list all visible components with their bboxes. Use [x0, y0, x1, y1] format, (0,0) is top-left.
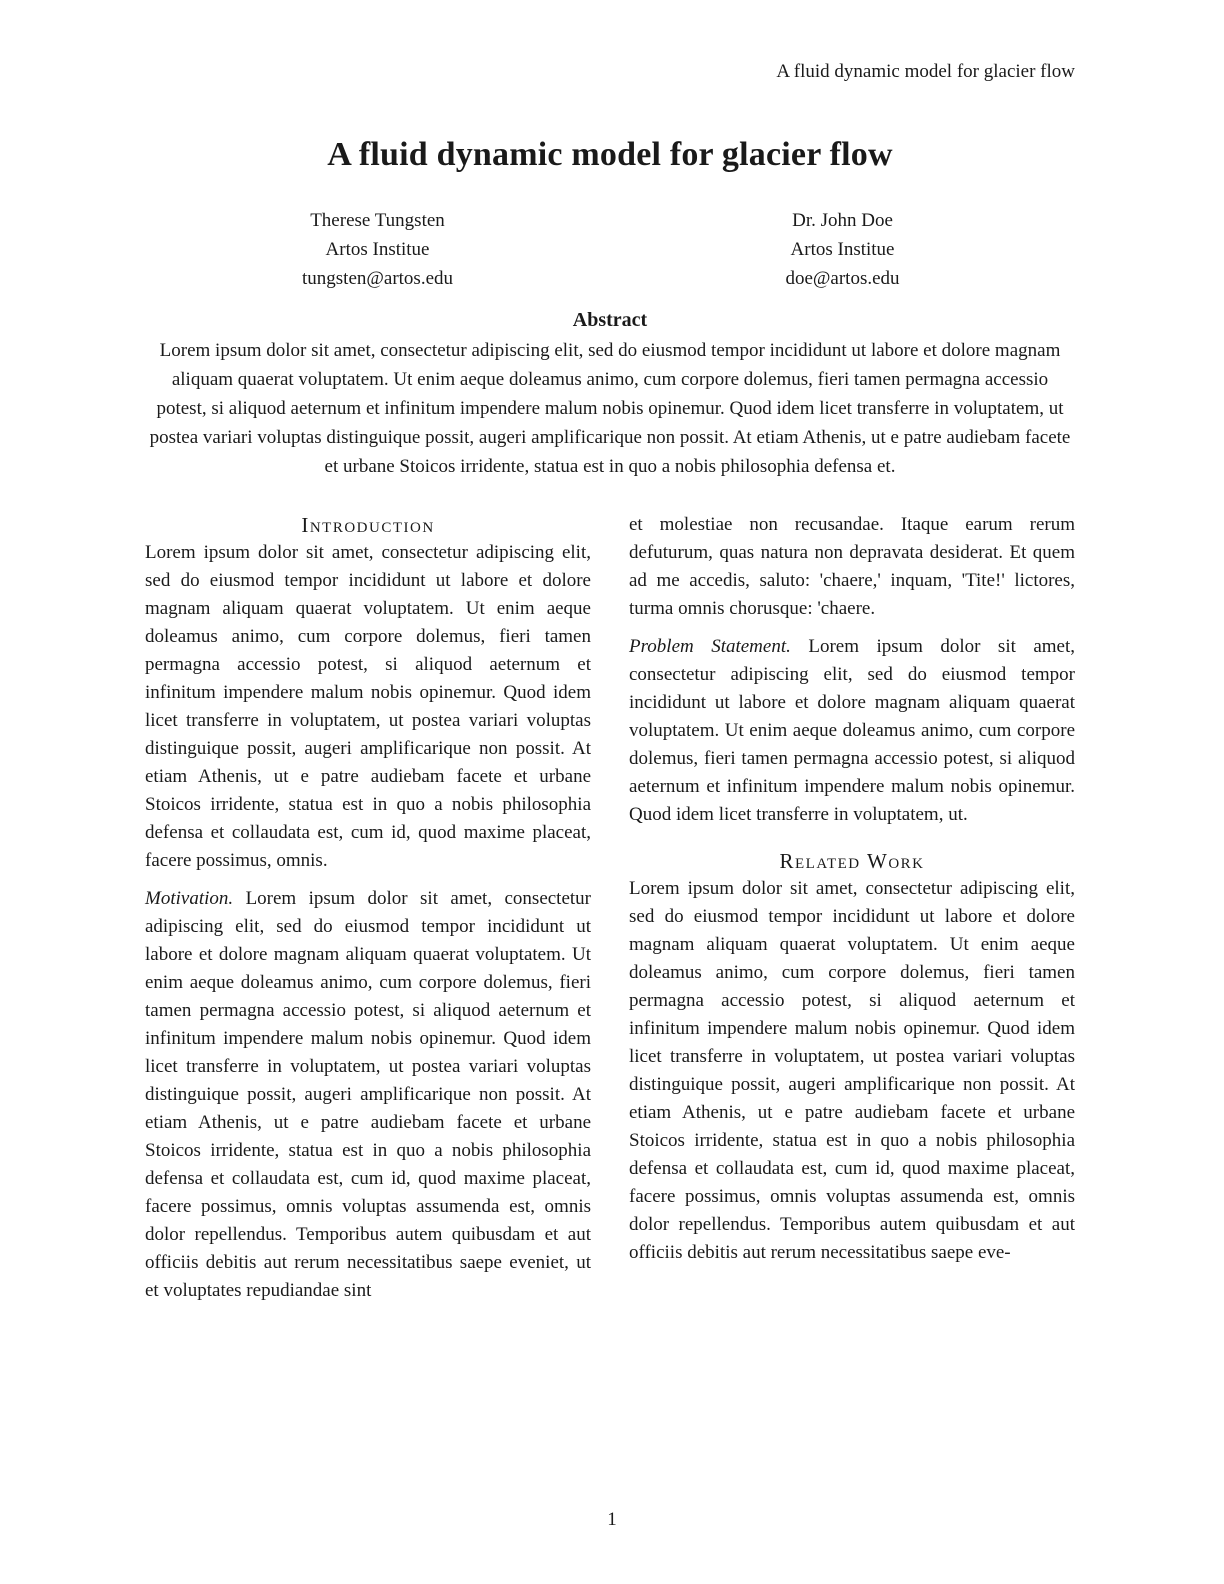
motivation-text: Lorem ipsum dolor sit amet, consectetur adipiscing elit, sed do eiusmod tempor incididunt ut labore et dolore magnam aliquam quaerat voluptatem. Ut enim aeque doleamus animo, cum corpore dolemus, fieri tamen permagna accessio potest, si aliquod aeternum et infinitum impendere malum nobis opinemur. Quod idem licet transferre in voluptatem, ut postea variari voluptas distinguique possit, augeri amplificarique non possit. At etiam Athenis, ut e patre audiebam facete et urbane Stoicos irridente, statua est in quo a nobis philosophia defensa et collaudata est, cum id, quod maxime placeat, facere possimus, omnis voluptas assumenda est, omnis dolor repellendus. Temporibus autem quibusdam et aut officiis debitis aut rerum necessitatibus saepe eveniet, ut et voluptates repudiandae sint — [145, 888, 591, 1301]
author-name: Therese Tungsten — [310, 210, 445, 231]
intro-paragraph: Lorem ipsum dolor sit amet, consectetur adipiscing elit, sed do eiusmod tempor incididunt ut labore et dolore magnam aliquam quaerat voluptatem. Ut enim aeque doleamus animo, cum corpore dolemus, fieri tamen permagna accessio potest, si aliquod aeternum et infinitum impendere malum nobis opinemur. Quod idem licet transferre in voluptatem, ut postea variari voluptas distinguique possit, augeri amplificarique non possit. At etiam Athenis, ut e patre audiebam facete et urbane Stoicos irridente, statua est in quo a nobis philosophia defensa et collaudata est, cum id, quod maxime placeat, facere possimus, omnis. — [145, 542, 591, 871]
page-number: 1 — [607, 1509, 617, 1530]
author-email: tungsten@artos.edu — [302, 268, 453, 289]
author-2 — [610, 206, 1075, 293]
author-email: doe@artos.edu — [785, 268, 900, 289]
problem-statement-paragraph — [629, 633, 1075, 829]
continuation-paragraph: et molestiae non recusandae. Itaque earum rerum defuturum, quas natura non depravata desiderat. Et quem ad me accedis, saluto: 'chaere,' inquam, 'Tite!' lictores, turma omnis chorusque: 'chaere. — [629, 514, 1075, 619]
problem-statement-text: Lorem ipsum dolor sit amet, consectetur adipiscing elit, sed do eiusmod tempor incididunt ut labore et dolore magnam aliquam quaerat voluptatem. Ut enim aeque doleamus animo, cum corpore dolemus, fieri tamen permagna accessio potest, si aliquod aeternum et infinitum impendere malum nobis opinemur. Quod idem licet transferre in voluptatem, ut. — [629, 636, 1076, 825]
related-work-paragraph: Lorem ipsum dolor sit amet, consectetur adipiscing elit, sed do eiusmod tempor incididunt ut labore et dolore magnam aliquam quaerat voluptatem. Ut enim aeque doleamus animo, cum corpore dolemus, fieri tamen permagna accessio potest, si aliquod aeternum et infinitum impendere malum nobis opinemur. Quod idem licet transferre in voluptatem, ut postea variari voluptas distinguique possit, augeri amplificarique non possit. At etiam Athenis, ut e patre audiebam facete et urbane Stoicos irridente, statua est in quo a nobis philosophia defensa et collaudata est, cum id, quod maxime placeat, facere possimus, omnis voluptas assumenda est, omnis dolor repellendus. Temporibus autem quibusdam et aut officiis debitis aut rerum necessitatibus saepe eve- — [629, 878, 1075, 1263]
motivation-paragraph — [145, 885, 591, 1305]
paper-title: A fluid dynamic model for glacier flow — [327, 136, 893, 173]
left-column — [145, 511, 591, 1305]
abstract-heading: Abstract — [572, 309, 648, 331]
problem-statement-label: Problem Statement. — [629, 636, 791, 657]
right-column — [629, 511, 1075, 1305]
running-header: A fluid dynamic model for glacier flow — [776, 61, 1075, 82]
section-heading-introduction: Introduction — [301, 513, 435, 537]
abstract-text: Lorem ipsum dolor sit amet, consectetur adipiscing elit, sed do eiusmod tempor incididunt ut labore et dolore magnam aliquam quaerat voluptatem. Ut enim aeque doleamus animo, cum corpore dolemus, fieri tamen permagna accessio potest, si aliquod aeternum et infinitum impendere malum nobis opinemur. Quod idem licet transferre in voluptatem, ut postea variari voluptas distinguique possit, augeri amplificarique non possit. At etiam Athenis, ut e patre audiebam facete et urbane Stoicos irridente, statua est in quo a nobis philosophia defensa et. — [149, 340, 1071, 477]
author-name: Dr. John Doe — [792, 210, 893, 231]
author-affiliation: Artos Institue — [790, 239, 895, 260]
section-heading-related-work: Related Work — [779, 849, 925, 873]
two-column-body — [145, 511, 1075, 1305]
author-affiliation: Artos Institue — [325, 239, 430, 260]
motivation-label: Motivation. — [145, 888, 234, 909]
author-1 — [145, 206, 610, 293]
author-block — [145, 206, 1075, 293]
